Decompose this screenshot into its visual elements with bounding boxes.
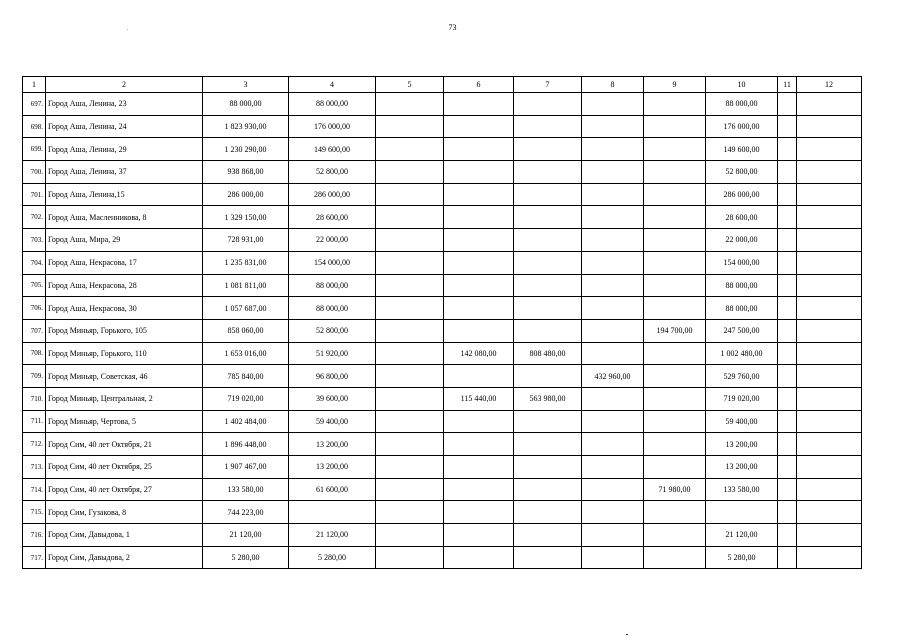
amount-cell-col-12 <box>797 319 862 342</box>
amount-cell-col-5 <box>376 183 444 206</box>
amount-cell-col-8 <box>582 546 644 569</box>
amount-cell-col-10: 88 000,00 <box>706 93 778 116</box>
amount-cell-col-8 <box>582 524 644 547</box>
amount-cell-col-9 <box>644 456 706 479</box>
address-cell: Город Сим, Давыдова, 1 <box>46 524 203 547</box>
amount-cell-col-9 <box>644 229 706 252</box>
amount-cell-col-6: 142 080,00 <box>444 342 514 365</box>
table-row <box>23 501 862 524</box>
amount-cell-col-12 <box>797 501 862 524</box>
amount-cell-col-12 <box>797 387 862 410</box>
amount-cell-col-12 <box>797 183 862 206</box>
amount-cell-col-5 <box>376 524 444 547</box>
amount-cell-col-12 <box>797 456 862 479</box>
amount-cell-col-7 <box>514 501 582 524</box>
amount-cell-col-9: 71 980,00 <box>644 478 706 501</box>
amount-cell-col-7 <box>514 161 582 184</box>
row-number-cell: 698. <box>23 115 46 138</box>
amount-cell-col-8 <box>582 456 644 479</box>
address-cell: Город Аша, Некрасова, 28 <box>46 274 203 297</box>
amount-cell-col-7 <box>514 93 582 116</box>
amount-cell-col-12 <box>797 433 862 456</box>
amount-cell-col-5 <box>376 297 444 320</box>
row-number-cell: 703. <box>23 229 46 252</box>
amount-cell-col-6 <box>444 433 514 456</box>
amount-cell-col-7: 808 480,00 <box>514 342 582 365</box>
amount-cell-col-5 <box>376 365 444 388</box>
register-table <box>22 76 862 569</box>
amount-cell-col-10: 719 020,00 <box>706 387 778 410</box>
amount-cell-col-10: 286 000,00 <box>706 183 778 206</box>
amount-cell-col-11 <box>778 206 797 229</box>
amount-cell-col-3: 5 280,00 <box>203 546 289 569</box>
column-header-5: 5 <box>376 77 444 93</box>
amount-cell-col-7 <box>514 251 582 274</box>
amount-cell-col-9 <box>644 433 706 456</box>
amount-cell-col-11 <box>778 501 797 524</box>
amount-cell-col-11 <box>778 524 797 547</box>
amount-cell-col-10: 28 600,00 <box>706 206 778 229</box>
address-cell: Город Аша, Ленина, 37 <box>46 161 203 184</box>
table-header <box>23 77 862 93</box>
amount-cell-col-11 <box>778 456 797 479</box>
amount-cell-col-3: 1 653 016,00 <box>203 342 289 365</box>
address-cell: Город Сим, 40 лет Октября, 21 <box>46 433 203 456</box>
amount-cell-col-10: 133 580,00 <box>706 478 778 501</box>
amount-cell-col-8 <box>582 115 644 138</box>
amount-cell-col-4: 22 000,00 <box>289 229 376 252</box>
amount-cell-col-7 <box>514 456 582 479</box>
amount-cell-col-10: 247 500,00 <box>706 319 778 342</box>
row-number-cell: 717. <box>23 546 46 569</box>
amount-cell-col-6: 115 440,00 <box>444 387 514 410</box>
amount-cell-col-12 <box>797 115 862 138</box>
table-row <box>23 387 862 410</box>
row-number-cell: 707. <box>23 319 46 342</box>
amount-cell-col-3: 1 230 290,00 <box>203 138 289 161</box>
amount-cell-col-12 <box>797 297 862 320</box>
row-number-cell: 697. <box>23 93 46 116</box>
amount-cell-col-5 <box>376 456 444 479</box>
amount-cell-col-4: 52 800,00 <box>289 319 376 342</box>
amount-cell-col-4: 13 200,00 <box>289 433 376 456</box>
amount-cell-col-8 <box>582 387 644 410</box>
row-number-cell: 713. <box>23 456 46 479</box>
row-number-cell: 716. <box>23 524 46 547</box>
amount-cell-col-6 <box>444 229 514 252</box>
amount-cell-col-7 <box>514 115 582 138</box>
amount-cell-col-7 <box>514 206 582 229</box>
column-header-11: 11 <box>778 77 797 93</box>
amount-cell-col-5 <box>376 93 444 116</box>
amount-cell-col-6 <box>444 161 514 184</box>
amount-cell-col-8 <box>582 93 644 116</box>
amount-cell-col-5 <box>376 251 444 274</box>
amount-cell-col-8 <box>582 319 644 342</box>
amount-cell-col-11 <box>778 274 797 297</box>
amount-cell-col-12 <box>797 410 862 433</box>
address-cell: Город Миньяр, Чертова, 5 <box>46 410 203 433</box>
row-number-cell: 704. <box>23 251 46 274</box>
amount-cell-col-3: 1 907 467,00 <box>203 456 289 479</box>
amount-cell-col-11 <box>778 410 797 433</box>
amount-cell-col-5 <box>376 161 444 184</box>
amount-cell-col-9 <box>644 546 706 569</box>
amount-cell-col-5 <box>376 546 444 569</box>
amount-cell-col-7 <box>514 274 582 297</box>
amount-cell-col-10: 88 000,00 <box>706 274 778 297</box>
amount-cell-col-11 <box>778 161 797 184</box>
column-header-7: 7 <box>514 77 582 93</box>
amount-cell-col-5 <box>376 433 444 456</box>
column-header-4: 4 <box>289 77 376 93</box>
amount-cell-col-7 <box>514 183 582 206</box>
amount-cell-col-8 <box>582 274 644 297</box>
amount-cell-col-7 <box>514 229 582 252</box>
table-row <box>23 138 862 161</box>
row-number-cell: 714. <box>23 478 46 501</box>
amount-cell-col-11 <box>778 342 797 365</box>
amount-cell-col-9 <box>644 501 706 524</box>
amount-cell-col-10: 149 600,00 <box>706 138 778 161</box>
amount-cell-col-8 <box>582 478 644 501</box>
amount-cell-col-11 <box>778 93 797 116</box>
amount-cell-col-3: 1 329 150,00 <box>203 206 289 229</box>
address-cell: Город Миньяр, Горького, 105 <box>46 319 203 342</box>
table-row <box>23 93 862 116</box>
amount-cell-col-5 <box>376 319 444 342</box>
amount-cell-col-5 <box>376 501 444 524</box>
amount-cell-col-7 <box>514 433 582 456</box>
amount-cell-col-9 <box>644 365 706 388</box>
amount-cell-col-3: 1 057 687,00 <box>203 297 289 320</box>
amount-cell-col-4: 154 000,00 <box>289 251 376 274</box>
table-row <box>23 410 862 433</box>
amount-cell-col-9 <box>644 387 706 410</box>
amount-cell-col-7 <box>514 138 582 161</box>
amount-cell-col-6 <box>444 297 514 320</box>
row-number-cell: 705. <box>23 274 46 297</box>
amount-cell-col-9 <box>644 206 706 229</box>
amount-cell-col-7 <box>514 478 582 501</box>
amount-cell-col-12 <box>797 93 862 116</box>
amount-cell-col-11 <box>778 319 797 342</box>
table-row <box>23 274 862 297</box>
amount-cell-col-8 <box>582 229 644 252</box>
table-row <box>23 342 862 365</box>
address-cell: Город Аша, Некрасова, 30 <box>46 297 203 320</box>
row-number-cell: 706. <box>23 297 46 320</box>
amount-cell-col-12 <box>797 524 862 547</box>
amount-cell-col-7 <box>514 319 582 342</box>
amount-cell-col-11 <box>778 297 797 320</box>
amount-cell-col-5 <box>376 229 444 252</box>
amount-cell-col-5 <box>376 410 444 433</box>
amount-cell-col-7: 563 980,00 <box>514 387 582 410</box>
amount-cell-col-4: 149 600,00 <box>289 138 376 161</box>
amount-cell-col-10: 13 200,00 <box>706 456 778 479</box>
amount-cell-col-10: 22 000,00 <box>706 229 778 252</box>
amount-cell-col-5 <box>376 342 444 365</box>
amount-cell-col-5 <box>376 206 444 229</box>
amount-cell-col-4: 28 600,00 <box>289 206 376 229</box>
amount-cell-col-12 <box>797 161 862 184</box>
table-row <box>23 115 862 138</box>
amount-cell-col-11 <box>778 183 797 206</box>
address-cell: Город Аша, Ленина,15 <box>46 183 203 206</box>
amount-cell-col-4: 51 920,00 <box>289 342 376 365</box>
column-header-1: 1 <box>23 77 46 93</box>
amount-cell-col-12 <box>797 229 862 252</box>
address-cell: Город Аша, Некрасова, 17 <box>46 251 203 274</box>
amount-cell-col-3: 88 000,00 <box>203 93 289 116</box>
amount-cell-col-3: 858 060,00 <box>203 319 289 342</box>
amount-cell-col-8 <box>582 206 644 229</box>
amount-cell-col-10: 59 400,00 <box>706 410 778 433</box>
amount-cell-col-11 <box>778 251 797 274</box>
amount-cell-col-9 <box>644 93 706 116</box>
amount-cell-col-10: 21 120,00 <box>706 524 778 547</box>
amount-cell-col-10 <box>706 501 778 524</box>
amount-cell-col-9: 194 700,00 <box>644 319 706 342</box>
row-number-cell: 711. <box>23 410 46 433</box>
amount-cell-col-6 <box>444 115 514 138</box>
scan-mark <box>626 634 628 635</box>
amount-cell-col-12 <box>797 342 862 365</box>
amount-cell-col-3: 1 823 930,00 <box>203 115 289 138</box>
address-cell: Город Аша, Ленина, 23 <box>46 93 203 116</box>
amount-cell-col-6 <box>444 319 514 342</box>
amount-cell-col-3: 1 402 484,00 <box>203 410 289 433</box>
address-cell: Город Миньяр, Центральная, 2 <box>46 387 203 410</box>
table-row <box>23 478 862 501</box>
amount-cell-col-12 <box>797 251 862 274</box>
amount-cell-col-9 <box>644 274 706 297</box>
amount-cell-col-8 <box>582 138 644 161</box>
amount-cell-col-3: 286 000,00 <box>203 183 289 206</box>
column-header-3: 3 <box>203 77 289 93</box>
address-cell: Город Аша, Мира, 29 <box>46 229 203 252</box>
amount-cell-col-4: 59 400,00 <box>289 410 376 433</box>
amount-cell-col-11 <box>778 138 797 161</box>
amount-cell-col-3: 719 020,00 <box>203 387 289 410</box>
amount-cell-col-4 <box>289 501 376 524</box>
amount-cell-col-5 <box>376 138 444 161</box>
amount-cell-col-7 <box>514 410 582 433</box>
amount-cell-col-4: 52 800,00 <box>289 161 376 184</box>
amount-cell-col-5 <box>376 115 444 138</box>
amount-cell-col-4: 286 000,00 <box>289 183 376 206</box>
amount-cell-col-8: 432 960,00 <box>582 365 644 388</box>
amount-cell-col-4: 96 800,00 <box>289 365 376 388</box>
address-cell: Город Сим, 40 лет Октября, 25 <box>46 456 203 479</box>
amount-cell-col-11 <box>778 229 797 252</box>
row-number-cell: 710. <box>23 387 46 410</box>
amount-cell-col-9 <box>644 524 706 547</box>
amount-cell-col-4: 88 000,00 <box>289 297 376 320</box>
amount-cell-col-7 <box>514 297 582 320</box>
amount-cell-col-6 <box>444 251 514 274</box>
amount-cell-col-11 <box>778 433 797 456</box>
column-header-10: 10 <box>706 77 778 93</box>
amount-cell-col-6 <box>444 274 514 297</box>
amount-cell-col-8 <box>582 433 644 456</box>
amount-cell-col-5 <box>376 478 444 501</box>
address-cell: Город Аша, Масленникова, 8 <box>46 206 203 229</box>
scan-dot <box>127 29 128 30</box>
amount-cell-col-3: 728 931,00 <box>203 229 289 252</box>
table-row <box>23 365 862 388</box>
amount-cell-col-12 <box>797 274 862 297</box>
amount-cell-col-10: 154 000,00 <box>706 251 778 274</box>
page-number: 73 <box>448 23 457 32</box>
amount-cell-col-6 <box>444 206 514 229</box>
table-row <box>23 251 862 274</box>
amount-cell-col-10: 5 280,00 <box>706 546 778 569</box>
amount-cell-col-6 <box>444 138 514 161</box>
table-row <box>23 319 862 342</box>
row-number-cell: 700. <box>23 161 46 184</box>
address-cell: Город Миньяр, Горького, 110 <box>46 342 203 365</box>
amount-cell-col-6 <box>444 365 514 388</box>
amount-cell-col-12 <box>797 206 862 229</box>
amount-cell-col-5 <box>376 387 444 410</box>
amount-cell-col-4: 5 280,00 <box>289 546 376 569</box>
row-number-cell: 702. <box>23 206 46 229</box>
table-row <box>23 433 862 456</box>
amount-cell-col-6 <box>444 524 514 547</box>
amount-cell-col-4: 39 600,00 <box>289 387 376 410</box>
amount-cell-col-12 <box>797 478 862 501</box>
table-body <box>23 93 862 569</box>
amount-cell-col-12 <box>797 365 862 388</box>
row-number-cell: 709. <box>23 365 46 388</box>
amount-cell-col-11 <box>778 478 797 501</box>
amount-cell-col-5 <box>376 274 444 297</box>
table-row <box>23 206 862 229</box>
amount-cell-col-8 <box>582 297 644 320</box>
column-header-12: 12 <box>797 77 862 93</box>
row-number-cell: 699. <box>23 138 46 161</box>
amount-cell-col-8 <box>582 501 644 524</box>
amount-cell-col-10: 13 200,00 <box>706 433 778 456</box>
amount-cell-col-6 <box>444 93 514 116</box>
amount-cell-col-3: 785 840,00 <box>203 365 289 388</box>
amount-cell-col-8 <box>582 251 644 274</box>
row-number-cell: 715. <box>23 501 46 524</box>
table-row <box>23 229 862 252</box>
row-number-cell: 712. <box>23 433 46 456</box>
amount-cell-col-8 <box>582 183 644 206</box>
amount-cell-col-6 <box>444 183 514 206</box>
amount-cell-col-3: 938 868,00 <box>203 161 289 184</box>
amount-cell-col-4: 13 200,00 <box>289 456 376 479</box>
amount-cell-col-9 <box>644 251 706 274</box>
amount-cell-col-6 <box>444 410 514 433</box>
amount-cell-col-11 <box>778 365 797 388</box>
amount-cell-col-4: 88 000,00 <box>289 93 376 116</box>
amount-cell-col-3: 1 235 831,00 <box>203 251 289 274</box>
amount-cell-col-10: 529 760,00 <box>706 365 778 388</box>
amount-cell-col-8 <box>582 410 644 433</box>
amount-cell-col-9 <box>644 410 706 433</box>
amount-cell-col-6 <box>444 456 514 479</box>
amount-cell-col-4: 176 000,00 <box>289 115 376 138</box>
amount-cell-col-9 <box>644 138 706 161</box>
amount-cell-col-11 <box>778 115 797 138</box>
address-cell: Город Миньяр, Советская, 46 <box>46 365 203 388</box>
amount-cell-col-8 <box>582 342 644 365</box>
header-row <box>23 77 862 93</box>
amount-cell-col-3: 744 223,00 <box>203 501 289 524</box>
amount-cell-col-10: 88 000,00 <box>706 297 778 320</box>
column-header-9: 9 <box>644 77 706 93</box>
amount-cell-col-4: 88 000,00 <box>289 274 376 297</box>
amount-cell-col-3: 21 120,00 <box>203 524 289 547</box>
amount-cell-col-9 <box>644 161 706 184</box>
amount-cell-col-9 <box>644 115 706 138</box>
amount-cell-col-10: 52 800,00 <box>706 161 778 184</box>
row-number-cell: 701. <box>23 183 46 206</box>
address-cell: Город Сим, Гузакова, 8 <box>46 501 203 524</box>
amount-cell-col-9 <box>644 183 706 206</box>
address-cell: Город Сим, 40 лет Октября, 27 <box>46 478 203 501</box>
amount-cell-col-3: 1 081 811,00 <box>203 274 289 297</box>
table-row <box>23 546 862 569</box>
address-cell: Город Аша, Ленина, 29 <box>46 138 203 161</box>
amount-cell-col-7 <box>514 524 582 547</box>
amount-cell-col-4: 21 120,00 <box>289 524 376 547</box>
amount-cell-col-11 <box>778 387 797 410</box>
amount-cell-col-10: 1 002 480,00 <box>706 342 778 365</box>
amount-cell-col-3: 1 896 448,00 <box>203 433 289 456</box>
table-row <box>23 297 862 320</box>
table-row <box>23 456 862 479</box>
table-row <box>23 524 862 547</box>
column-header-2: 2 <box>46 77 203 93</box>
amount-cell-col-6 <box>444 478 514 501</box>
amount-cell-col-9 <box>644 342 706 365</box>
amount-cell-col-12 <box>797 546 862 569</box>
row-number-cell: 708. <box>23 342 46 365</box>
column-header-6: 6 <box>444 77 514 93</box>
amount-cell-col-10: 176 000,00 <box>706 115 778 138</box>
table-row <box>23 161 862 184</box>
column-header-8: 8 <box>582 77 644 93</box>
address-cell: Город Аша, Ленина, 24 <box>46 115 203 138</box>
amount-cell-col-3: 133 580,00 <box>203 478 289 501</box>
amount-cell-col-6 <box>444 501 514 524</box>
amount-cell-col-9 <box>644 297 706 320</box>
amount-cell-col-11 <box>778 546 797 569</box>
amount-cell-col-8 <box>582 161 644 184</box>
table-row <box>23 183 862 206</box>
amount-cell-col-7 <box>514 546 582 569</box>
amount-cell-col-7 <box>514 365 582 388</box>
amount-cell-col-4: 61 600,00 <box>289 478 376 501</box>
address-cell: Город Сим, Давыдова, 2 <box>46 546 203 569</box>
amount-cell-col-12 <box>797 138 862 161</box>
amount-cell-col-6 <box>444 546 514 569</box>
